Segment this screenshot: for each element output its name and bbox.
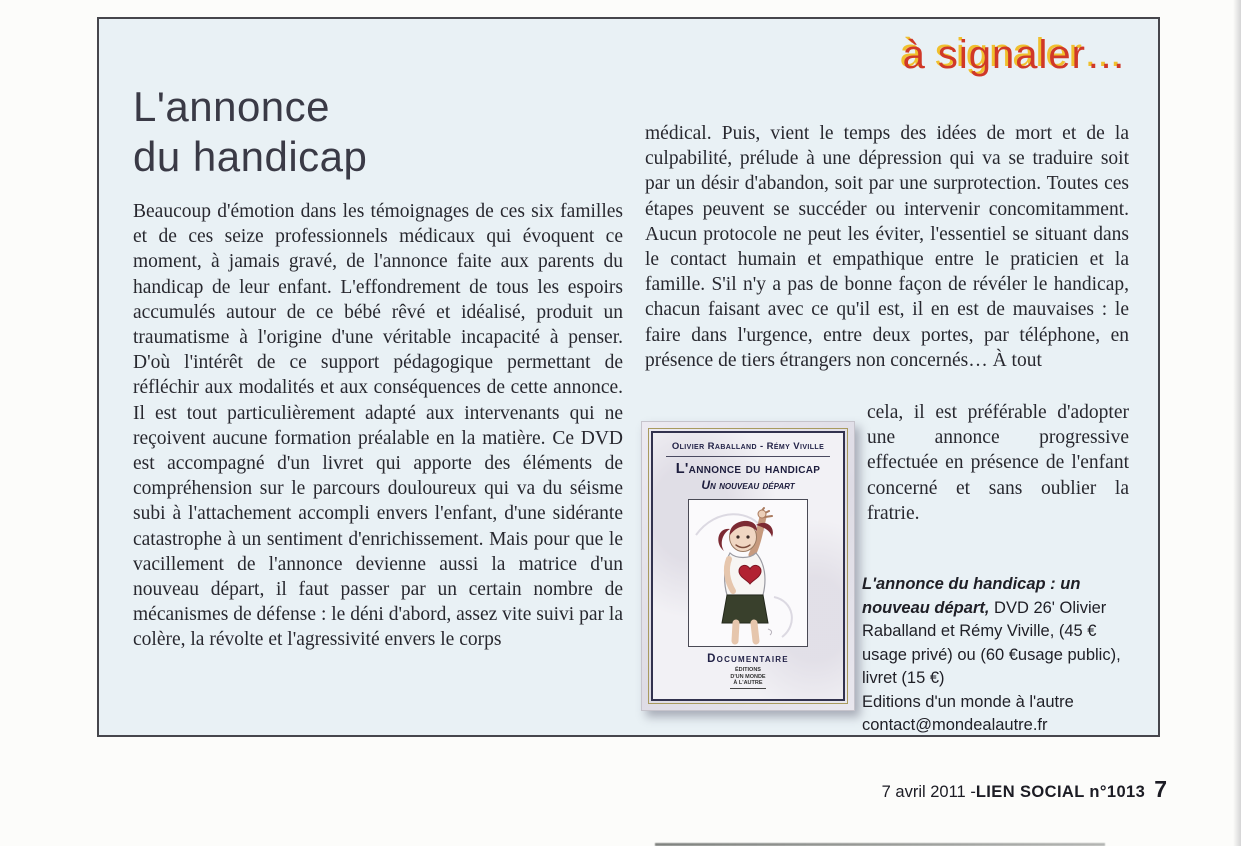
caption-details: DVD 26' Olivier Raballand et Rémy Viville, (45 € usage privé) ou (60 €usage public), livret (15 €) [862,598,1121,687]
dvd-authors: Olivier Raballand - Rémy Viville [671,441,825,452]
page-title [133,82,367,182]
dvd-title: L'annonce du handicap [675,461,821,477]
caption-publisher: Editions d'un monde à l'autre [862,692,1074,711]
girl-with-heart-illustration [690,501,806,645]
footer-magazine-name: LIEN SOCIAL n°1013 [975,783,1146,801]
publisher-logo-line2: D'UN MONDE [730,673,766,680]
article-right-column: médical. Puis, vient le temps des idées de mort et de la culpabilité, prélude à une dépression qui va se traduire soit par un désir d'abandon, soit par une surprotection. Toutes ces étapes peuvent se succéder ou intervenir concomitamment. Aucun protocole ne peut les éviter, l'essentiel se situant dans le contact humain et empathique entre le praticien et la famille. S'il n'y a pas de bonne façon de révéler le handicap, chacun faisant avec ce qu'il est, il en est de mauvaises : le faire dans l'urgence, entre deux portes, par téléphone, en présence de tiers étrangers non concernés… À tout [645,123,1129,371]
caption-email: contact@mondealautre.fr [862,716,1048,734]
footer-date: 7 avril 2011 - [881,783,976,801]
article-right-column-beside-image: cela, il est préférable d'adopter une annonce progressive effectuée en présence de l'enfant concerné et sans oublier la fratrie. [867,402,1129,524]
page-title-line1: L'annonce [133,83,331,130]
dvd-cover-thumbnail [641,421,855,711]
section-badge: à signaler… [902,33,1127,77]
page-title-line2: du handicap [133,133,368,180]
publisher-logo [730,667,765,689]
footer-page-number: 7 [1154,776,1167,802]
dvd-divider [666,456,829,457]
dvd-cover-frame [651,431,845,701]
page-edge-shadow [1233,0,1241,846]
dvd-illustration-box [688,499,808,647]
product-caption [862,573,1136,738]
article-left-column: Beaucoup d'émotion dans les témoignages de ces six familles et de ces seize professionnels médicaux qui évoquent ce moment, à jamais gravé, de l'annonce faite aux parents du handicap de leur enfant. L'effondrement de tous les espoirs accumulés autour de ce bébé rêvé et idéalisé, produit un traumatisme à l'origine d'une véritable incapacité à penser. D'où l'intérêt de ce support pédagogique permettant de réfléchir aux modalités et aux conséquences de cette annonce. Il est tout particulièrement adapté aux intervenants qui ne reçoivent aucune formation préalable en la matière. Ce DVD est accompagné d'un livret qui apporte des éléments de compréhension sur le parcours douloureux qui va du séisme subi à l'attachement accompli envers l'enfant, d'une sidérante catastrophe à un sentiment d'enrichissement. Mais pour que le vacillement de l'annonce devienne aussi la matrice d'un nouveau départ, il faut passer par un certain nombre de mécanismes de défense : le déni d'abord, assez vite suivi par la colère, la révolte et l'agressivité envers le corps [133,201,623,651]
dvd-subtitle: Un nouveau départ [701,478,795,492]
caption-title: L'annonce du handicap : un nouveau départ, [862,575,1081,617]
publisher-logo-line1: ÉDITIONS [735,667,761,673]
dvd-genre: Documentaire [707,653,789,665]
publisher-logo-line3: À L'AUTRE [733,680,763,686]
page-footer [882,776,1167,803]
